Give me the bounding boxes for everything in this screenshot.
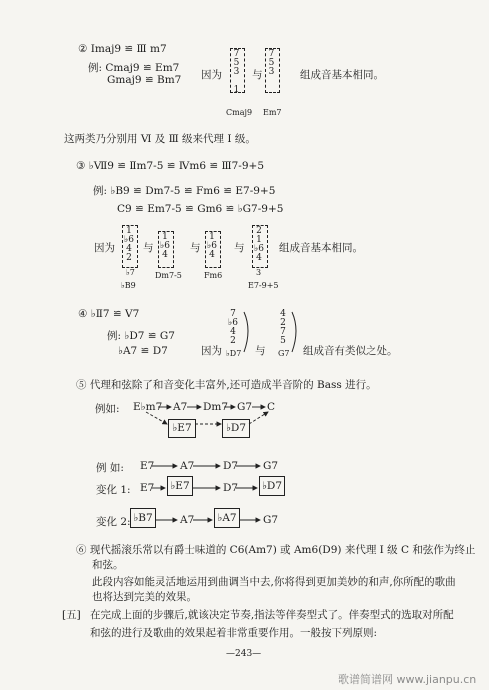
section-2-heading: ② Imaj9 ≌ Ⅲ m7 (78, 43, 167, 55)
section-3-heading: ③ ♭Ⅶ9 ≌ Ⅱm7-5 ≌ Ⅳm6 ≌ Ⅲ7-9+5 (76, 160, 264, 172)
bb9-label: ♭B9 (121, 281, 136, 290)
diagram-1-label: 例如: (95, 403, 120, 415)
db7-label: ♭D7 (226, 349, 242, 358)
row-2-chord: E7 (140, 482, 155, 494)
section-five-line-1: 在完成上面的步骤后,就该决定节奏,指法等伴奏型式了。伴奏型式的选取对所配 (90, 609, 454, 621)
bb9-tone-stack: 1 ♭6 4 2 (124, 226, 134, 263)
section-label: [五] (62, 609, 81, 621)
with-label: 与 (190, 242, 201, 254)
e7-9-5-bass-note: 3 (256, 268, 262, 277)
fm6-label: Fm6 (204, 271, 223, 280)
db7-tone-stack: 7 ♭6 4 2 (228, 309, 238, 346)
chord-g7: G7 (237, 401, 253, 413)
progression-row-1-label: 例 如: (96, 462, 124, 474)
box-eb7: ♭E7 (168, 419, 196, 438)
dm7-5-label: Dm7-5 (155, 271, 182, 280)
row-2-boxed-chord: ♭E7 (167, 476, 193, 496)
because-label: 因为 (201, 345, 222, 357)
bracket-left (244, 312, 248, 352)
fm6-tone-stack: 1 ♭6 4 (207, 232, 217, 260)
e7-9-5-label: E7-9+5 (248, 281, 279, 290)
section-4-example-2: ♭A7 ≌ D7 (118, 345, 168, 357)
section-4-conclusion: 组成音有类似之处。 (303, 345, 398, 357)
row-1-chord: D7 (223, 460, 239, 472)
with-label: 与 (255, 345, 266, 357)
with-label: 与 (143, 242, 154, 254)
progression-row-3-label: 变化 2: (96, 516, 131, 528)
row-3-chord: G7 (263, 514, 279, 526)
progression-row-2-label: 变化 1: (96, 484, 131, 496)
section-6-line-2: 和弦。 (92, 559, 124, 571)
box-db7: ♭D7 (222, 419, 250, 438)
section-3-example-1: 例: ♭B9 ≌ Dm7-5 ≌ Fm6 ≌ E7-9+5 (93, 185, 276, 197)
row-3-boxed-chord: ♭A7 (214, 508, 240, 528)
row-1-chord: E7 (140, 460, 155, 472)
row-2-boxed-chord: ♭D7 (259, 476, 285, 496)
row-1-chord: G7 (263, 460, 279, 472)
row-3-chord: A7 (180, 514, 195, 526)
dashed-arrow (249, 412, 268, 424)
chord-c: C (267, 401, 276, 413)
page-number: —243— (226, 649, 262, 659)
section-6-line-3: 此段内容如能灵活地运用到曲调当中去,你将得到更加美妙的和声,你所配的歌曲 (92, 576, 456, 588)
section-five-line-2: 和弦的进行及歌曲的效果起着非常重要作用。一般按下列原则: (90, 627, 378, 639)
with-label: 与 (252, 69, 263, 81)
chord-dm7: Dm7 (203, 401, 229, 413)
section-3-example-2: C9 ≌ Em7-5 ≌ Gm6 ≌ ♭G7-9+5 (117, 203, 284, 215)
bb9-bass-note: ♭7 (126, 268, 135, 277)
g7-tone-stack: 4 2 7 5 (280, 309, 286, 346)
section-2-conclusion: 组成音基本相同。 (300, 69, 384, 81)
because-label: 因为 (94, 242, 115, 254)
section-2-note: 这两类乃分别用 Ⅵ 及 Ⅲ 级来代理 Ⅰ 级。 (64, 133, 256, 145)
chord-a7: A7 (173, 401, 188, 413)
cmaj9-label: Cmaj9 (226, 108, 253, 117)
em7-label: Em7 (263, 108, 282, 117)
em7-tone-stack: 7 5 3 (268, 49, 275, 77)
row-3-boxed-chord: ♭B7 (130, 508, 156, 528)
section-4-heading: ④ ♭Ⅱ7 ≌ V7 (78, 308, 140, 320)
with-label: 与 (234, 242, 245, 254)
dm7-5-tone-stack: 1 ♭6 4 (160, 232, 170, 260)
dashed-arrow (146, 412, 167, 424)
section-6-line-4: 也将达到完美的效果。 (92, 591, 197, 603)
chord-ebm7: E♭m7 (133, 401, 163, 413)
section-2-example-1: 例: Cmaj9 ≌ Em7 (88, 62, 180, 74)
row-1-chord: A7 (180, 460, 195, 472)
section-3-conclusion: 组成音基本相同。 (279, 242, 363, 254)
because-label: 因为 (201, 69, 222, 81)
section-5-heading: ⑤ 代理和弦除了和音变化丰富外,还可造成半音阶的 Bass 进行。 (76, 379, 377, 391)
section-4-example-1: 例: ♭D7 ≌ G7 (107, 330, 175, 342)
e7-9-5-tone-stack: 2 1 ♭6 4 (254, 226, 264, 263)
section-6-line-1: ⑥ 现代摇滚乐常以有爵士味道的 C6(Am7) 或 Am6(D9) 来代理 Ⅰ 级 C 和弦作为终止 (76, 544, 476, 556)
g7-label: G7 (278, 349, 290, 358)
row-2-chord: D7 (223, 482, 239, 494)
bracket-right (292, 312, 296, 352)
watermark: 歌谱简谱网 www.jianpu.cn (338, 673, 477, 686)
cmaj9-tone-stack: 7 5 3 1 (233, 49, 240, 95)
section-2-example-2: Gmaj9 ≌ Bm7 (107, 74, 182, 86)
